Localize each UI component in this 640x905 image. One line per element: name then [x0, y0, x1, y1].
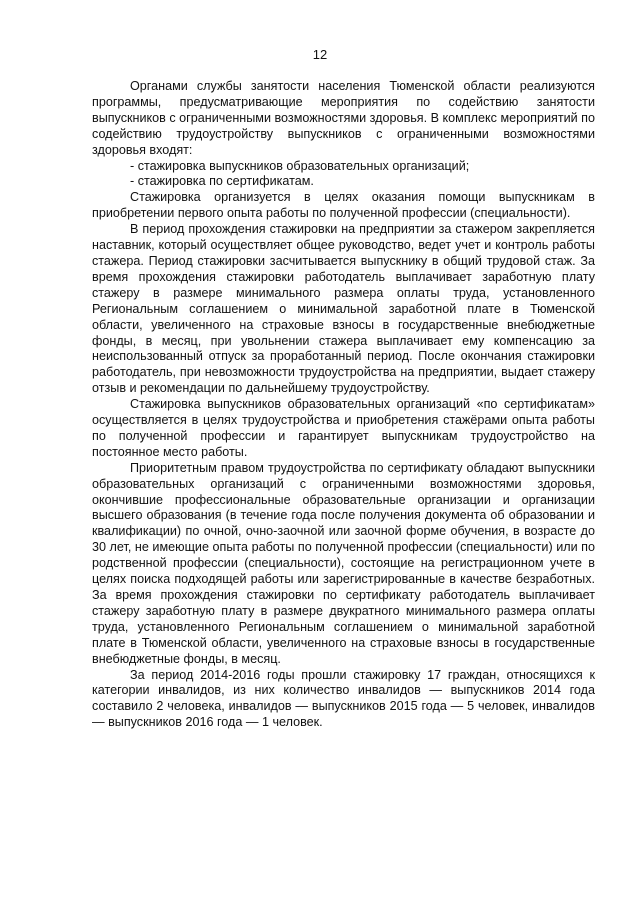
list-item: - стажировка по сертификатам. [130, 174, 314, 189]
paragraph: Приоритетным правом трудоустройства по сертификату обладают выпускники образовательных организаций с ограниченными возможностями здоровья, окончившие профессиональные образовательные организации и организации высшего образования (в течение года после получения документа об образовании и квалификации) по очной, очно-заочной или заочной форме обучения, в возрасте до 30 лет, не имеющие опыта работы по полученной профессии (специальности) или по родственной профессии (специальности), состоящие на регистрационном учете в целях поиска подходящей работы или зарегистрированные в качестве безработных. За время прохождения стажировки по сертификату работодатель выплачивает стажеру заработную плату в размере двукратного минимального размера оплаты труда, установленного Региональным соглашением о минимальной заработной плате в Тюменской области, увеличенного на страховые взносы в государственные внебюджетные фонды, в месяц. [92, 460, 595, 666]
paragraph-intro: Органами службы занятости населения Тюменской области реализуются программы, предусматривающие мероприятия по содействию занятости выпускников с ограниченными возможностями здоровья. В комплекс мероприятий по содействию трудоустройству выпускников с ограниченными возможностями здоровья входят: [92, 79, 595, 157]
paragraph: В период прохождения стажировки на предприятии за стажером закрепляется наставник, который осуществляет общее руководство, ведет учет и контроль работы стажера. Период стажировки засчитывается выпускнику в общий трудовой стаж. За время прохождения стажировки работодатель выплачивает заработную плату стажеру в размере минимального размера оплаты труда, установленного Региональным соглашением о минимальной заработной плате в Тюменской области, увеличенного на страховые взносы в государственные внебюджетные фонды, в месяц, при увольнении стажера выплачивает ему компенсацию за неиспользованный отпуск за проработанный период. После окончания стажировки работодатель, при невозможности трудоустройства на предприятии, выдает стажеру отзыв и рекомендации по дальнейшему трудоустройству. [92, 222, 595, 396]
document-body [92, 79, 595, 731]
list-item: - стажировка выпускников образовательных организаций; [130, 158, 470, 173]
page-number: 12 [312, 47, 328, 62]
paragraph: Стажировка организуется в целях оказания помощи выпускникам в приобретении первого опыта работы по полученной профессии (специальности). [92, 190, 595, 221]
paragraph: За период 2014-2016 годы прошли стажировку 17 граждан, относящихся к категории инвалидов, из них количество инвалидов — выпускников 2014 года составило 2 человека, инвалидов — выпускников 2015 года — 5 человек, инвалидов — выпускников 2016 года — 1 человек. [92, 667, 595, 730]
paragraph: Стажировка выпускников образовательных организаций «по сертификатам» осуществляется в целях трудоустройства и приобретения стажёрами опыта работы по полученной профессии и гарантирует выпускникам трудоустройство на постоянное место работы. [92, 397, 595, 459]
